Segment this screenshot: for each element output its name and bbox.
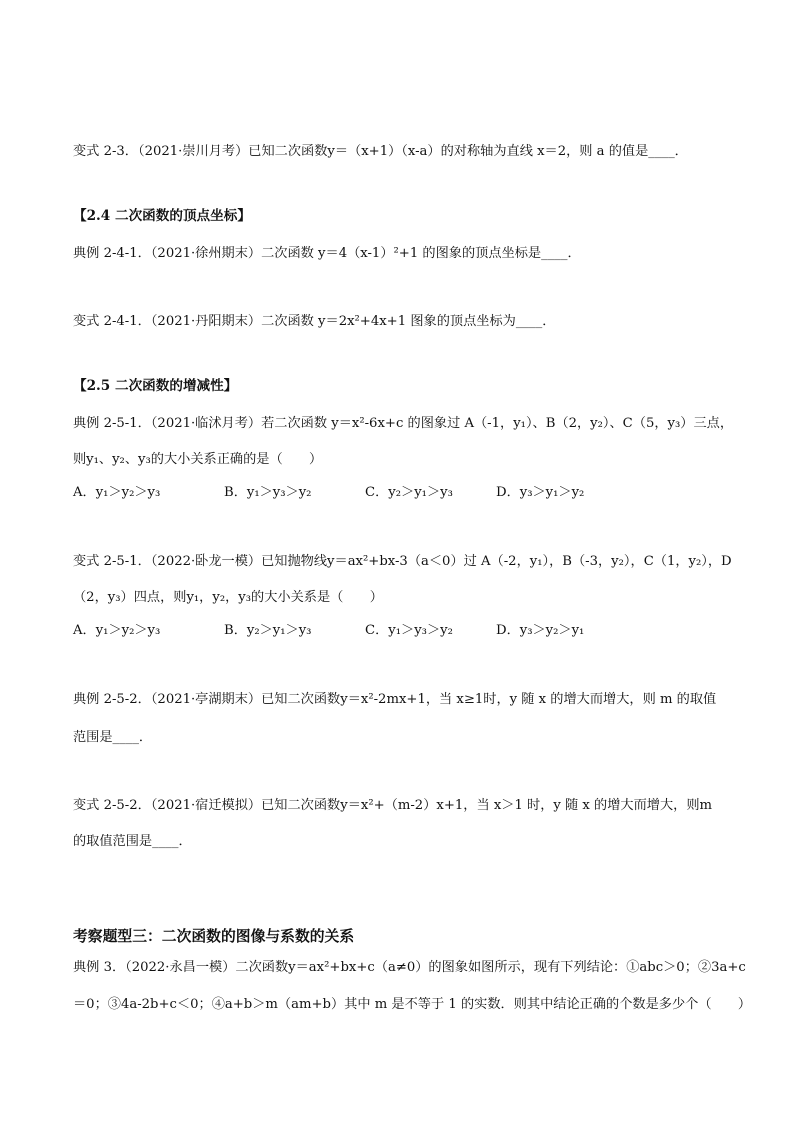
- option-1-b: B．y₁＞y₃＞y₂: [224, 485, 312, 500]
- option-2-b: B．y₂＞y₁＞y₃: [224, 623, 312, 638]
- example-2-5-2-line2: 范围是____．: [73, 730, 153, 745]
- option-2-a: A．y₁＞y₂＞y₃: [73, 623, 161, 638]
- variant-2-5-2-line2: 的取值范围是____．: [73, 834, 192, 849]
- section-heading-type-3: 考察题型三：二次函数的图像与系数的关系: [73, 928, 355, 945]
- option-1-a: A．y₁＞y₂＞y₃: [73, 485, 161, 500]
- variant-2-5-1-line2: （2，y₃）四点，则y₁，y₂，y₃的大小关系是（ ）: [73, 590, 383, 605]
- example-2-5-2-line1: 典例 2-5-2．（2021·亭湖期末）已知二次函数y＝x²-2mx+1，当 x≥1时，y 随 x 的增大而增大，则 m 的取值: [73, 692, 717, 707]
- option-2-d: D．y₃＞y₂＞y₁: [496, 623, 585, 638]
- example-2-4-1: 典例 2-4-1．（2021·徐州期末）二次函数 y＝4（x-1）²+1 的图象的顶点坐标是____．: [73, 246, 581, 261]
- variant-2-3: 变式 2-3．（2021·崇川月考）已知二次函数y＝（x+1）（x-a）的对称轴为直线 x＝2，则 a 的值是____．: [73, 144, 688, 159]
- option-1-c: C．y₂＞y₁＞y₃: [365, 485, 453, 500]
- option-2-c: C．y₁＞y₃＞y₂: [365, 623, 453, 638]
- example-3-line1: 典例 3．（2022·永昌一模）二次函数y＝ax²+bx+c（a≠0）的图象如图所示，现有下列结论：①abc＞0；②3a+c: [73, 960, 746, 975]
- variant-2-5-1-line1: 变式 2-5-1．（2022·卧龙一模）已知抛物线y＝ax²+bx-3（a＜0）过 A（-2，y₁），B（-3，y₂），C（1，y₂），D: [73, 554, 732, 569]
- section-heading-2-5: 【2.5 二次函数的增减性】: [73, 378, 238, 394]
- example-2-5-1-line1: 典例 2-5-1．（2021·临沭月考）若二次函数 y＝x²-6x+c 的图象过 A（-1，y₁）、B（2，y₂）、C（5，y₃）三点，: [73, 416, 734, 431]
- variant-2-4-1: 变式 2-4-1．（2021·丹阳期末）二次函数 y＝2x²+4x+1 图象的顶点坐标为____．: [73, 314, 556, 329]
- example-3-line2: ＝0；③4a-2b+c＜0；④a+b＞m（am+b）其中 m 是不等于 1 的实数．则其中结论正确的个数是多少个（ ）: [73, 997, 752, 1012]
- example-2-5-1-line2: 则y₁、y₂、y₃的大小关系正确的是（ ）: [73, 452, 323, 467]
- section-heading-2-4: 【2.4 二次函数的顶点坐标】: [73, 208, 251, 224]
- option-1-d: D．y₃＞y₁＞y₂: [496, 485, 585, 500]
- variant-2-5-2-line1: 变式 2-5-2．（2021·宿迁模拟）已知二次函数y＝x²+（m-2）x+1，当 x＞1 时，y 随 x 的增大而增大，则m: [73, 798, 713, 813]
